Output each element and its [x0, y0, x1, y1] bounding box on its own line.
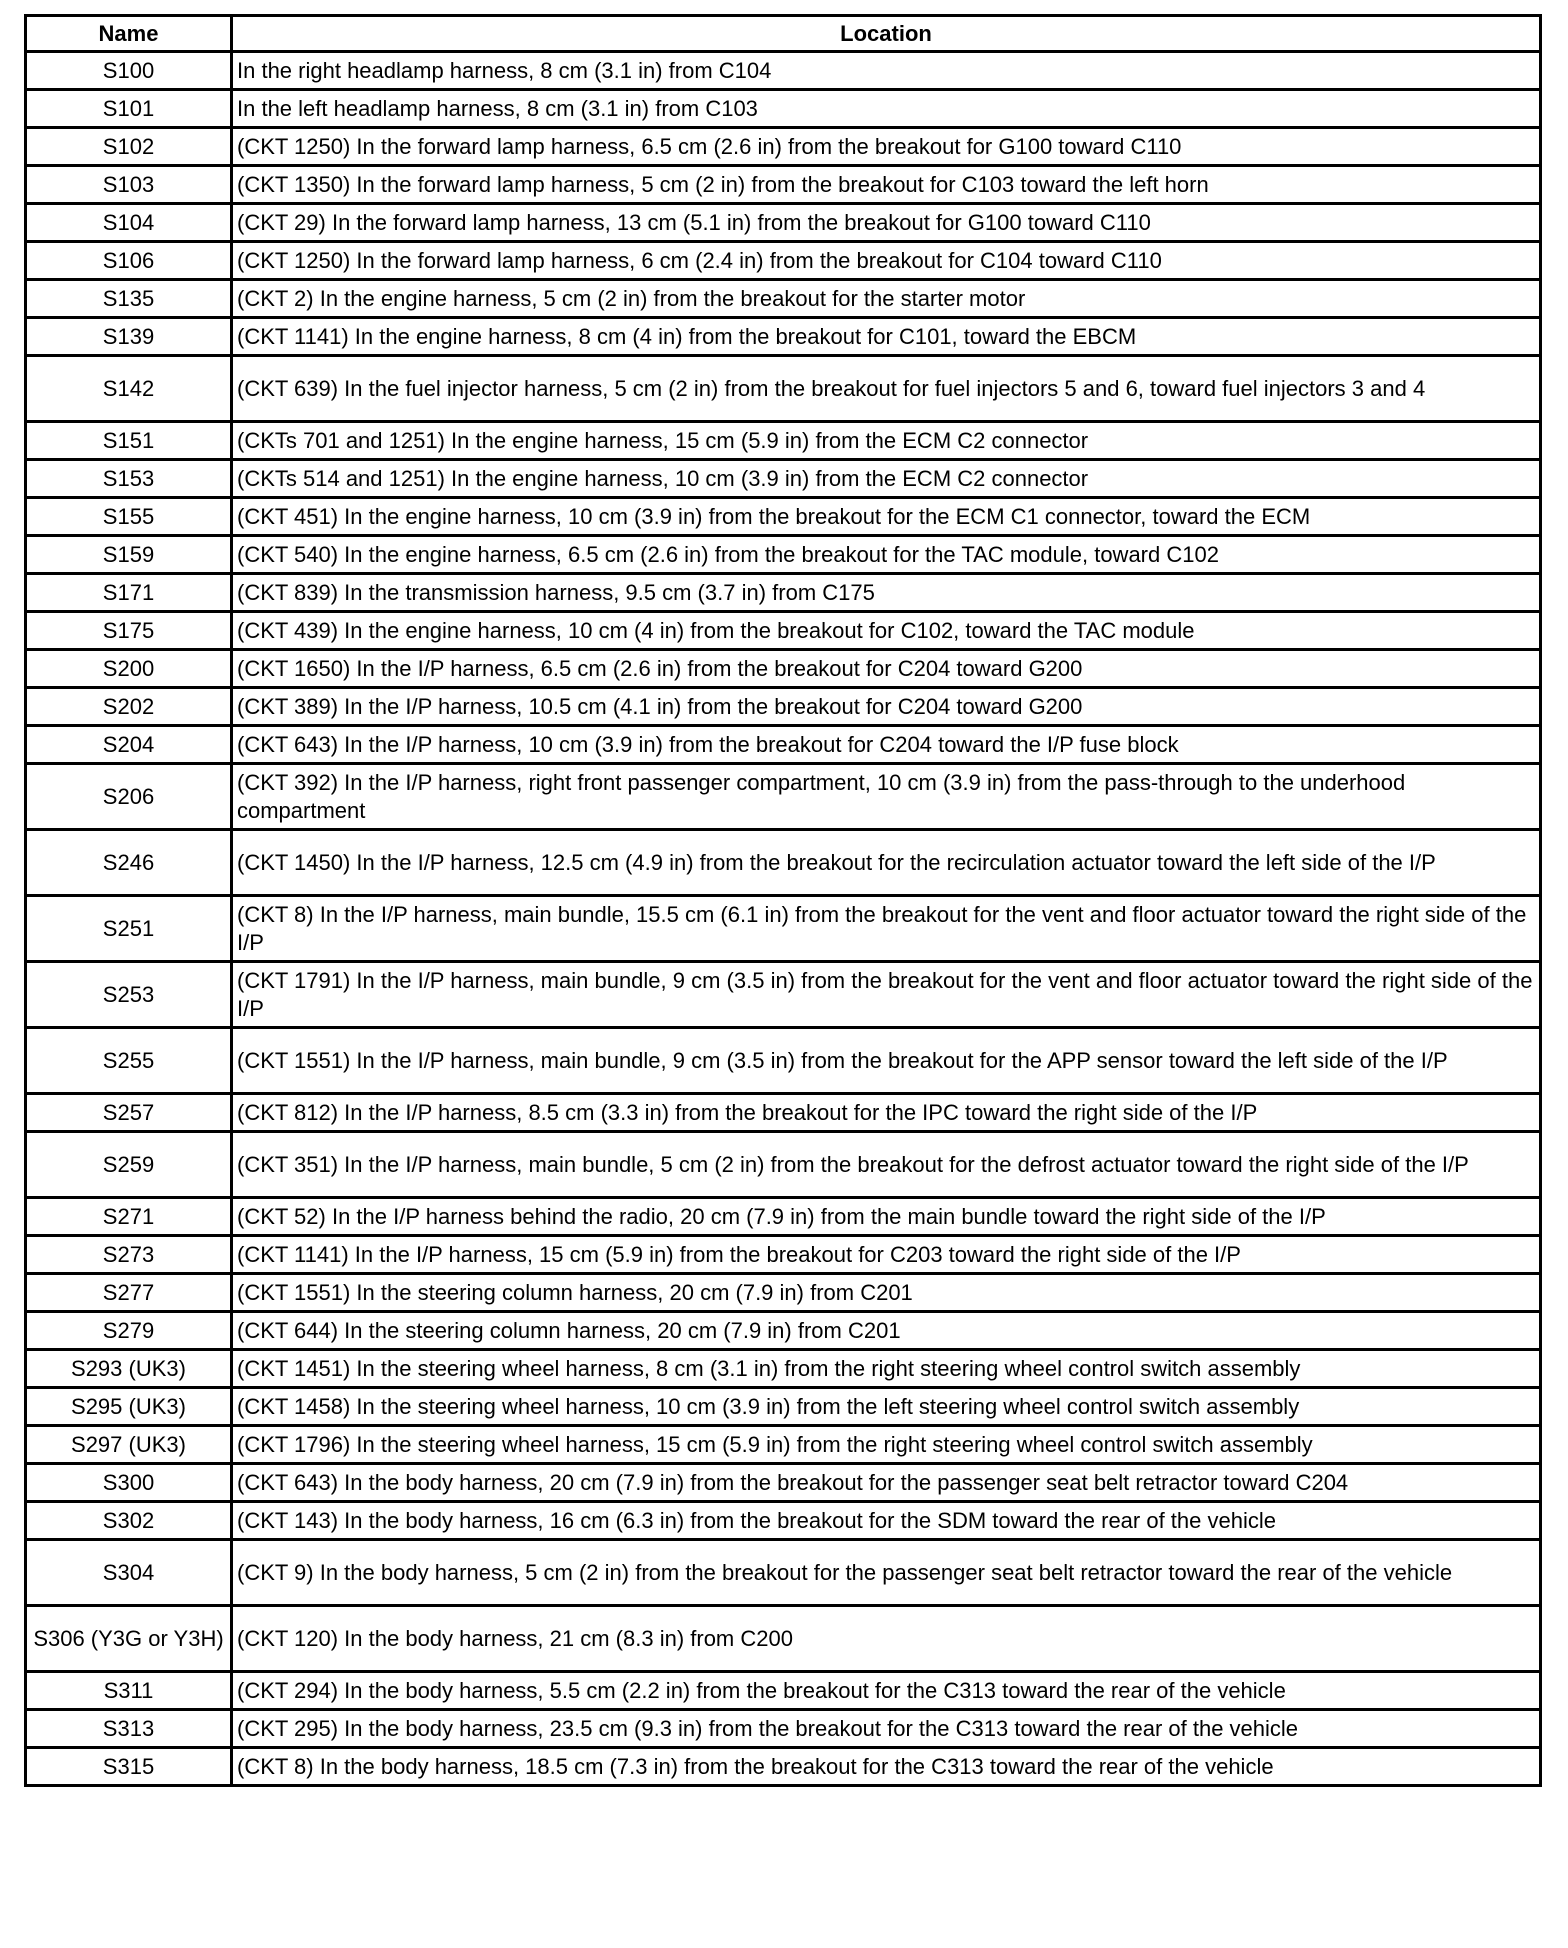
table-row — [26, 52, 1541, 90]
splice-name: S200 — [26, 650, 232, 688]
splice-location-sheet — [24, 14, 1539, 1787]
splice-name: S304 — [26, 1540, 232, 1606]
splice-location: (CKT 294) In the body harness, 5.5 cm (2.2 in) from the breakout for the C313 toward the rear of the vehicle — [232, 1672, 1541, 1710]
splice-location: (CKTs 701 and 1251) In the engine harness, 15 cm (5.9 in) from the ECM C2 connector — [232, 422, 1541, 460]
splice-location: (CKT 2) In the engine harness, 5 cm (2 in) from the breakout for the starter motor — [232, 280, 1541, 318]
splice-location: (CKT 1451) In the steering wheel harness, 8 cm (3.1 in) from the right steering wheel control switch assembly — [232, 1350, 1541, 1388]
splice-name: S271 — [26, 1198, 232, 1236]
table-row — [26, 90, 1541, 128]
table-row — [26, 356, 1541, 422]
splice-name: S273 — [26, 1236, 232, 1274]
table-row — [26, 166, 1541, 204]
splice-location: (CKT 1551) In the I/P harness, main bundle, 9 cm (3.5 in) from the breakout for the APP sensor toward the left side of the I/P — [232, 1028, 1541, 1094]
splice-name: S311 — [26, 1672, 232, 1710]
splice-name: S313 — [26, 1710, 232, 1748]
splice-location: (CKT 52) In the I/P harness behind the radio, 20 cm (7.9 in) from the main bundle toward the right side of the I/P — [232, 1198, 1541, 1236]
splice-name: S300 — [26, 1464, 232, 1502]
splice-location: (CKT 1141) In the I/P harness, 15 cm (5.9 in) from the breakout for C203 toward the right side of the I/P — [232, 1236, 1541, 1274]
splice-name: S139 — [26, 318, 232, 356]
splice-location: In the right headlamp harness, 8 cm (3.1 in) from C104 — [232, 52, 1541, 90]
table-row — [26, 280, 1541, 318]
splice-location: (CKT 351) In the I/P harness, main bundle, 5 cm (2 in) from the breakout for the defrost actuator toward the right side of the I/P — [232, 1132, 1541, 1198]
table-row — [26, 612, 1541, 650]
splice-location: (CKT 451) In the engine harness, 10 cm (3.9 in) from the breakout for the ECM C1 connector, toward the ECM — [232, 498, 1541, 536]
table-row — [26, 1350, 1541, 1388]
splice-location: (CKT 8) In the body harness, 18.5 cm (7.3 in) from the breakout for the C313 toward the rear of the vehicle — [232, 1748, 1541, 1786]
splice-location: (CKT 644) In the steering column harness, 20 cm (7.9 in) from C201 — [232, 1312, 1541, 1350]
splice-location: (CKT 839) In the transmission harness, 9.5 cm (3.7 in) from C175 — [232, 574, 1541, 612]
column-header-name: Name — [26, 16, 232, 52]
splice-name: S104 — [26, 204, 232, 242]
table-row — [26, 1606, 1541, 1672]
splice-name: S106 — [26, 242, 232, 280]
table-row — [26, 1388, 1541, 1426]
table-row — [26, 1198, 1541, 1236]
splice-name: S171 — [26, 574, 232, 612]
splice-location: (CKT 1250) In the forward lamp harness, 6 cm (2.4 in) from the breakout for C104 toward C110 — [232, 242, 1541, 280]
table-row — [26, 1672, 1541, 1710]
table-row — [26, 726, 1541, 764]
splice-location: (CKT 9) In the body harness, 5 cm (2 in) from the breakout for the passenger seat belt retractor toward the rear of the vehicle — [232, 1540, 1541, 1606]
splice-name: S279 — [26, 1312, 232, 1350]
splice-location: (CKT 392) In the I/P harness, right front passenger compartment, 10 cm (3.9 in) from the pass-through to the underhood compartment — [232, 764, 1541, 830]
table-row — [26, 536, 1541, 574]
splice-name: S103 — [26, 166, 232, 204]
table-row — [26, 242, 1541, 280]
table-row — [26, 1312, 1541, 1350]
table-row — [26, 1464, 1541, 1502]
table-row — [26, 498, 1541, 536]
splice-location: (CKT 1551) In the steering column harness, 20 cm (7.9 in) from C201 — [232, 1274, 1541, 1312]
table-row — [26, 1710, 1541, 1748]
splice-name: S204 — [26, 726, 232, 764]
splice-location-table — [24, 14, 1542, 1787]
table-row — [26, 128, 1541, 166]
splice-location: (CKT 1250) In the forward lamp harness, 6.5 cm (2.6 in) from the breakout for G100 toward C110 — [232, 128, 1541, 166]
splice-name: S102 — [26, 128, 232, 166]
splice-location: (CKT 295) In the body harness, 23.5 cm (9.3 in) from the breakout for the C313 toward the rear of the vehicle — [232, 1710, 1541, 1748]
splice-location: (CKT 643) In the body harness, 20 cm (7.9 in) from the breakout for the passenger seat belt retractor toward C204 — [232, 1464, 1541, 1502]
table-row — [26, 318, 1541, 356]
table-row — [26, 688, 1541, 726]
table-row — [26, 460, 1541, 498]
splice-name: S257 — [26, 1094, 232, 1132]
splice-location: (CKT 29) In the forward lamp harness, 13 cm (5.1 in) from the breakout for G100 toward C110 — [232, 204, 1541, 242]
table-row — [26, 1748, 1541, 1786]
table-row — [26, 1426, 1541, 1464]
table-row — [26, 1540, 1541, 1606]
table-row — [26, 422, 1541, 460]
splice-name: S135 — [26, 280, 232, 318]
splice-location: (CKT 389) In the I/P harness, 10.5 cm (4.1 in) from the breakout for C204 toward G200 — [232, 688, 1541, 726]
splice-name: S251 — [26, 896, 232, 962]
splice-location: (CKT 812) In the I/P harness, 8.5 cm (3.3 in) from the breakout for the IPC toward the right side of the I/P — [232, 1094, 1541, 1132]
splice-location: (CKT 1141) In the engine harness, 8 cm (4 in) from the breakout for C101, toward the EBCM — [232, 318, 1541, 356]
splice-name: S315 — [26, 1748, 232, 1786]
splice-name: S100 — [26, 52, 232, 90]
splice-name: S151 — [26, 422, 232, 460]
table-row — [26, 896, 1541, 962]
table-row — [26, 574, 1541, 612]
splice-name: S246 — [26, 830, 232, 896]
table-row — [26, 650, 1541, 688]
splice-location: (CKT 540) In the engine harness, 6.5 cm (2.6 in) from the breakout for the TAC module, toward C102 — [232, 536, 1541, 574]
splice-location: (CKTs 514 and 1251) In the engine harness, 10 cm (3.9 in) from the ECM C2 connector — [232, 460, 1541, 498]
table-row — [26, 830, 1541, 896]
table-row — [26, 1028, 1541, 1094]
splice-name: S101 — [26, 90, 232, 128]
splice-name: S277 — [26, 1274, 232, 1312]
splice-name: S253 — [26, 962, 232, 1028]
splice-location: (CKT 639) In the fuel injector harness, 5 cm (2 in) from the breakout for fuel injectors 5 and 6, toward fuel injectors 3 and 4 — [232, 356, 1541, 422]
splice-name: S153 — [26, 460, 232, 498]
table-header-row — [26, 16, 1541, 52]
splice-location: (CKT 143) In the body harness, 16 cm (6.3 in) from the breakout for the SDM toward the rear of the vehicle — [232, 1502, 1541, 1540]
splice-name: S155 — [26, 498, 232, 536]
table-row — [26, 1502, 1541, 1540]
splice-name: S295 (UK3) — [26, 1388, 232, 1426]
splice-name: S255 — [26, 1028, 232, 1094]
table-row — [26, 1132, 1541, 1198]
splice-name: S142 — [26, 356, 232, 422]
splice-location: (CKT 439) In the engine harness, 10 cm (4 in) from the breakout for C102, toward the TAC module — [232, 612, 1541, 650]
splice-name: S297 (UK3) — [26, 1426, 232, 1464]
splice-name: S302 — [26, 1502, 232, 1540]
column-header-location: Location — [232, 16, 1541, 52]
splice-location: (CKT 1650) In the I/P harness, 6.5 cm (2.6 in) from the breakout for C204 toward G200 — [232, 650, 1541, 688]
splice-name: S202 — [26, 688, 232, 726]
splice-location: (CKT 1791) In the I/P harness, main bundle, 9 cm (3.5 in) from the breakout for the vent and floor actuator toward the right side of the I/P — [232, 962, 1541, 1028]
splice-name: S175 — [26, 612, 232, 650]
table-row — [26, 1274, 1541, 1312]
splice-location: (CKT 1350) In the forward lamp harness, 5 cm (2 in) from the breakout for C103 toward the left horn — [232, 166, 1541, 204]
splice-name: S293 (UK3) — [26, 1350, 232, 1388]
table-row — [26, 764, 1541, 830]
splice-location: (CKT 120) In the body harness, 21 cm (8.3 in) from C200 — [232, 1606, 1541, 1672]
splice-name: S306 (Y3G or Y3H) — [26, 1606, 232, 1672]
splice-location: (CKT 1450) In the I/P harness, 12.5 cm (4.9 in) from the breakout for the recirculation actuator toward the left side of the I/P — [232, 830, 1541, 896]
splice-location: (CKT 643) In the I/P harness, 10 cm (3.9 in) from the breakout for C204 toward the I/P fuse block — [232, 726, 1541, 764]
table-row — [26, 1236, 1541, 1274]
splice-name: S159 — [26, 536, 232, 574]
splice-location: In the left headlamp harness, 8 cm (3.1 in) from C103 — [232, 90, 1541, 128]
splice-location: (CKT 1796) In the steering wheel harness, 15 cm (5.9 in) from the right steering wheel control switch assembly — [232, 1426, 1541, 1464]
splice-location: (CKT 8) In the I/P harness, main bundle, 15.5 cm (6.1 in) from the breakout for the vent and floor actuator toward the right side of the I/P — [232, 896, 1541, 962]
table-row — [26, 204, 1541, 242]
splice-location: (CKT 1458) In the steering wheel harness, 10 cm (3.9 in) from the left steering wheel control switch assembly — [232, 1388, 1541, 1426]
splice-name: S206 — [26, 764, 232, 830]
table-row — [26, 1094, 1541, 1132]
table-row — [26, 962, 1541, 1028]
splice-name: S259 — [26, 1132, 232, 1198]
